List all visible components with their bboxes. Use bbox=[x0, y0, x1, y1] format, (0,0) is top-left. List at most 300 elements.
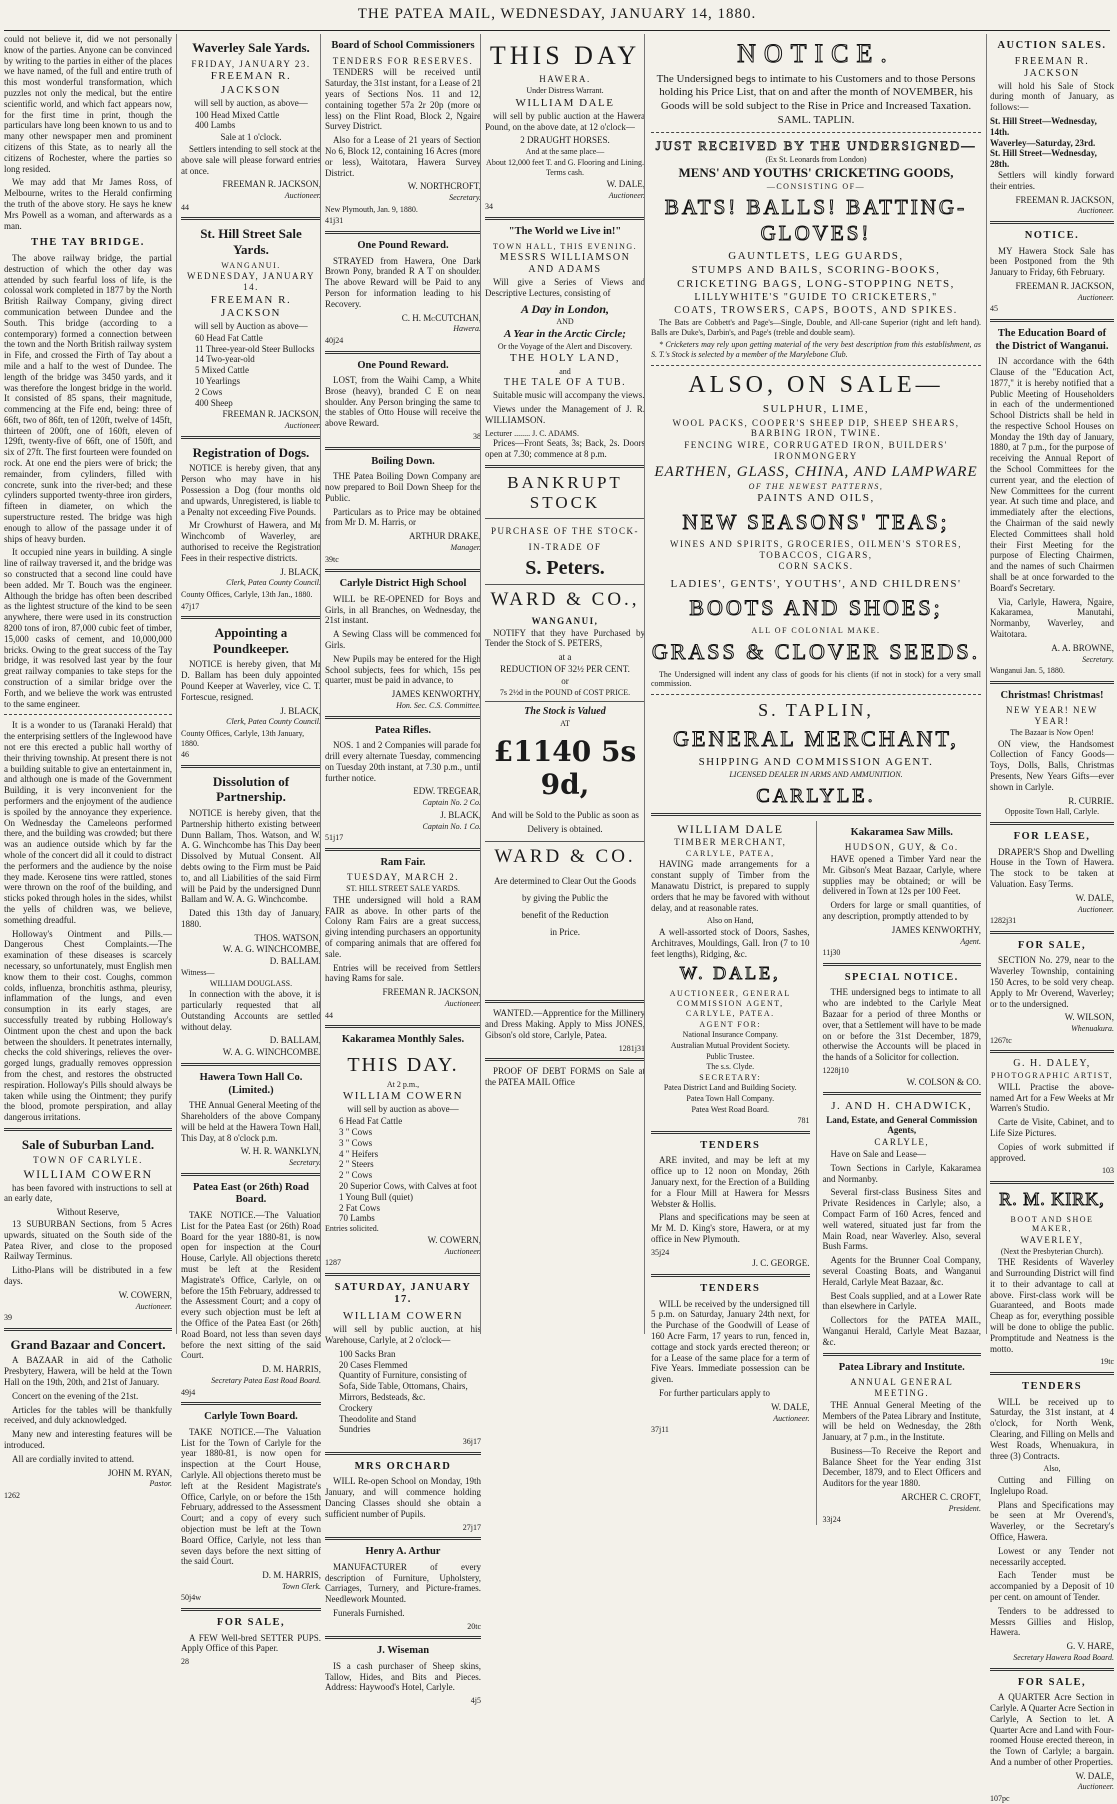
notice-heading: NOTICE. bbox=[737, 39, 895, 68]
divider bbox=[485, 217, 645, 220]
signature: FREEMAN R. JACKSON, bbox=[382, 987, 481, 998]
chadwick-body: Town Sections in Carlyle, Kakaramea and Normanby. bbox=[822, 1162, 981, 1184]
tenders-body: Plans and specifications may be seen at Mr M. D. King's store, Hawera, or at my office in New Plymouth. bbox=[651, 1212, 810, 1244]
road-board-body: TAKE NOTICE.—The Valuation List for the Patea East (or 26th) Road Board for the year 1880-81, is now open for inspection at the Court House, Carlyle. All objections thereto must be left at the Resident Magistrate's Office, Carlyle, on or before the 15th February, addressed to the Assessment Court; and a copy of every such objection must be left at the Office of the Patea East (or 26th) Road Board, not less than seven days before the next sitting of the said Court. bbox=[181, 1210, 321, 1361]
sale-time: At 2 p.m., bbox=[386, 1079, 420, 1089]
thisday-body: will sell by public auction at the Hawera Pound, on the above date, at 12 o'clock— bbox=[485, 110, 645, 132]
office-date: New Plymouth, Jan. 9, 1880. bbox=[325, 204, 418, 214]
dale-body: A well-assorted stock of Doors, Sashes, Architraves, Mouldings, Gall. Iron (7 to 10 feet lengths), Ridging, &c. bbox=[651, 927, 810, 959]
thisday-warrant: Under Distress Warrant. bbox=[526, 85, 604, 95]
signature-role: Auctioneer. bbox=[444, 1246, 481, 1256]
auctioneer-name: FREEMAN R. JACKSON bbox=[210, 70, 292, 96]
signature-role: Clerk, Patea County Council. bbox=[226, 717, 321, 727]
agency: Public Trustee. bbox=[706, 1051, 755, 1061]
chadwick-body: Have on Sale and Lease— bbox=[830, 1148, 926, 1159]
lot-item: 100 Head Mixed Cattle bbox=[195, 109, 280, 120]
this-day-heading: THIS DAY bbox=[489, 41, 641, 70]
received-sub: (Ex St. Leonards from London) bbox=[765, 154, 867, 164]
lot-list bbox=[325, 1116, 481, 1224]
tenders-body: WILL be received up to Saturday, the 31st instant, at 4 o'clock, for North Wenk, Clearing, and Filling on Mells and West Roads, Whenuakura, in three (3) Contracts. bbox=[990, 1396, 1114, 1461]
auctioneer-name: FREEMAN R. JACKSON bbox=[1014, 55, 1090, 79]
divider bbox=[325, 1452, 481, 1455]
cricketing-line: LILLYWHITE'S "GUIDE TO CRICKETERS," bbox=[694, 292, 938, 304]
cricketing-note: * Cricketers may rely upon getting material of the very best description from this establishment, as S. T.'s Stock is selected by a member of the Marylebone Club. bbox=[651, 340, 981, 360]
divider bbox=[325, 1025, 481, 1028]
lecturers-name: MESSRS WILLIAMSON AND ADAMS bbox=[499, 252, 631, 276]
kirk-name: R. M. KIRK, bbox=[999, 1189, 1105, 1210]
indent-note: The Undersigned will indent any class of goods for his clients (if not in stock) for a very small commission. bbox=[651, 669, 981, 689]
also-line: CORN SACKS. bbox=[778, 561, 854, 572]
reward-body: LOST, from the Waihi Camp, a White Brose (heavy), branded C E on near shoulder. Any Person bringing the same to the stables of Otto House will receive the above Reward. bbox=[325, 375, 481, 429]
waverley-heading: Waverley Sale Yards. bbox=[192, 40, 310, 55]
signature-role: Whenuakura. bbox=[1071, 1024, 1114, 1034]
kakaramea-heading: Kakaramea Monthly Sales. bbox=[341, 1034, 465, 1046]
school-heading: Board of School Commissioners bbox=[331, 40, 475, 51]
article-paragraph: The above railway bridge, the partial destruction of which the other day was attended by such fearful loss of life, is the colossal work completed in 1877 by the North British Railway Company, giving direct communication between Dundee and the South. This bridge (according to a contemporary) formed a connection between the town and the North British railway system in Fife, and crossed the Firth of Tay about a mile and a half to the west of Dundee. The length of the bridge was 3450 yards, and it was therefore the longest bridge in the world. It consisted of 85 spans, their magnitude, commencing at the Fife end, being: three of 66ft, two of 86ft, ten of 120ft, twelve of 145ft, thirteen of 200ft, one of 160ft, eleven of 129ft, twenty-five of 66ft, one of 150ft, and six of 27ft. The first fourteen were founded on rock. At one end the piers were of brick; the remainder, from cylinders, filled with concrete, sunk into the river-bed; and these cylinders supported twenty-three iron girders, fifteen in diameter, on which the superstructure rested. The bridge was high enough to allow of the passage under it of ships of heavy burden. bbox=[4, 252, 172, 544]
chadwick-body: Agents for the Brunner Coal Company, several Coasting Boats, and Wanganui Herald, Carlyle Meat Bazaar, &c. bbox=[822, 1255, 981, 1287]
library-body: Business—To Receive the Report and Balance Sheet for the Year ending 31st December, 1879, and to Elect Officers and Auditors for the year 1880. bbox=[822, 1445, 981, 1489]
signature-role: Captain No. 1 Co. bbox=[422, 821, 481, 831]
signature: J. BLACK, bbox=[280, 566, 321, 577]
saturday-body: will sell by public auction, at his Warehouse, Carlyle, at 2 o'clock— bbox=[325, 1324, 481, 1345]
ad-number: 107pc bbox=[990, 1794, 1010, 1804]
rifles-body: NOS. 1 and 2 Companies will parade for drill every alternate Tuesday, commencing on Tuesday 20th instant, at 7.30 p.m., until further notice. bbox=[325, 740, 481, 783]
dale-also: Also on Hand, bbox=[707, 916, 754, 926]
tenders-also: Also, bbox=[1043, 1464, 1061, 1474]
kirk-role: BOOT AND SHOE MAKER, bbox=[1010, 1214, 1094, 1234]
ad-number: 20tc bbox=[467, 1621, 481, 1631]
lot-item: About 12,000 feet T. and G. Flooring and Lining. bbox=[486, 157, 644, 167]
dogs-body: Mr Crowhurst of Hawera, and Mr Winchcomb of Waverley, are authorised to receive the Registration Fees in their respective districts. bbox=[181, 520, 321, 563]
bazaar-line: All are cordially invited to attend. bbox=[12, 1453, 134, 1464]
sale-time: Sale at 1 o'clock. bbox=[220, 132, 282, 143]
lot-item: 2 Fat Cows bbox=[339, 1202, 381, 1213]
xmas-open: The Bazaar is Now Open! bbox=[1010, 728, 1094, 737]
divider bbox=[990, 1668, 1114, 1671]
signature: J. C. GEORGE. bbox=[752, 1258, 810, 1269]
suburban-body: has been favored with instructions to sell at an early date, bbox=[4, 1182, 172, 1204]
divider bbox=[485, 465, 645, 468]
education-body: IN accordance with the 64th Clause of the "Education Act, 1877," it is hereby notified that a Public Meeting of Householders in each of the undermentioned School Districts shall be held in the respective School Houses on Monday the 19th day of January, 1880, at 7 p.m., for the purpose of receiving the Annual Report of the School Committees for the current year, and the election of New Committees for the current year. At such time and place, and immediately after the elections, the Chairman of the said newly Elected Committees shall hold their First Meeting for the purpose of Electing Chairmen, and the names of such Chairmen shall be at once forwarded to the Board's Secretary. bbox=[990, 356, 1114, 593]
lot-item: 3 " Cows bbox=[339, 1127, 373, 1138]
signature: W. COLSON & CO. bbox=[906, 1076, 981, 1087]
also-line: ALL OF COLONIAL MAKE. bbox=[751, 625, 881, 635]
also-heading: ALSO, ON SALE— bbox=[688, 371, 944, 398]
library-heading: Patea Library and Institute. bbox=[838, 1361, 965, 1373]
lot-item: 20 Cases Flemmed bbox=[339, 1359, 408, 1370]
column-6 bbox=[986, 34, 1117, 1804]
ad-number: 51j17 bbox=[325, 833, 344, 843]
waverley-date: FRIDAY, JANUARY 23. bbox=[191, 58, 311, 69]
rifles-heading: Patea Rifles. bbox=[375, 724, 431, 736]
chadwick-place: CARLYLE, bbox=[874, 1137, 930, 1148]
sthill-date: WEDNESDAY, JANUARY 14. bbox=[186, 271, 315, 292]
lecturer-name: J. C. ADAMS. bbox=[532, 428, 579, 438]
lot-list bbox=[325, 1349, 481, 1435]
tenders-body: Cutting and Filling on Inglelupo Road. bbox=[990, 1474, 1114, 1496]
divider bbox=[325, 231, 481, 234]
orchard-heading: MRS ORCHARD bbox=[354, 1460, 452, 1472]
signature-role: Auctioneer. bbox=[444, 998, 481, 1008]
ad-number: 1287 bbox=[325, 1258, 341, 1268]
arthur-body: Funerals Furnished. bbox=[333, 1607, 405, 1618]
taplin-name: S. TAPLIN, bbox=[758, 699, 874, 720]
ad-number: 1281j31 bbox=[618, 1043, 645, 1053]
column-5 bbox=[644, 34, 987, 1525]
also-line: PAINTS AND OILS, bbox=[757, 492, 875, 505]
sthill-heading: St. Hill Street Sale Yards. bbox=[200, 226, 302, 257]
lot-item: 1 Young Bull (quiet) bbox=[339, 1191, 414, 1202]
special-heading: SPECIAL NOTICE. bbox=[844, 971, 959, 983]
taplin-gm: GENERAL MERCHANT, bbox=[673, 725, 959, 751]
quarter-body: A QUARTER Acre Section in Carlyle. A Quarter Acre Section in Carlyle, A Section to let. A Quarter Acre and Land with Four-roomed House erected thereon, in the Town of Carlyle; a bargain. And a number of other Properties. bbox=[990, 1692, 1114, 1767]
ad-number: 33j24 bbox=[822, 1515, 841, 1525]
signature: J. BLACK, bbox=[440, 809, 481, 820]
tenders-body: WILL be received by the undersigned till 5 p.m. on Saturday, January 24th next, for the Purchase of the Goodwill of Lease of 160 Acre Farm, 17 years to run, fenced in, cottage and stock yards erected thereon; or for a Lease of the same place for a term of Five Years. Immediate possession can be given. bbox=[651, 1298, 810, 1385]
kirk-sub: (Next the Presbyterian Church). bbox=[1000, 1246, 1104, 1256]
high-school-body: WILL be RE-OPENED for Boys and Girls, in all Branches, on Wednesday, the 21st instant. bbox=[325, 593, 481, 626]
signature-role: Manager. bbox=[450, 543, 481, 553]
auction-line: Waverley—Saturday, 23rd. bbox=[990, 137, 1096, 148]
divider bbox=[651, 365, 981, 366]
dale-role: AUCTIONEER, GENERAL COMMISSION AGENT, bbox=[669, 989, 791, 1008]
cricketing-small: The Bats are Cobbett's and Page's—Single, Double, and All-cane Superior (right and left hand). Balls are Duke's, Darbin's, and Page's (treble and double seam). bbox=[651, 318, 981, 337]
lecture-title: THE HOLY LAND, bbox=[509, 352, 621, 365]
daley-body: Carte de Visite, Cabinet, and to Life Size Pictures. bbox=[990, 1117, 1114, 1139]
arthur-heading: Henry A. Arthur bbox=[365, 1546, 441, 1558]
wiseman-heading: J. Wiseman bbox=[376, 1645, 430, 1657]
ad-number: 1267tc bbox=[990, 1035, 1012, 1045]
high-school-body: A Sewing Class will be commenced for Girls. bbox=[325, 629, 481, 651]
ad-number: 27j17 bbox=[462, 1522, 481, 1532]
lecturer-line: Lecturer ........ J. C. ADAMS. bbox=[485, 428, 579, 438]
taplin-place: CARLYLE. bbox=[756, 784, 876, 807]
chadwick-name: J. AND H. CHADWICK, bbox=[831, 1100, 973, 1113]
signature-role: President. bbox=[948, 1503, 981, 1513]
signature: FREEMAN R. JACKSON, bbox=[1015, 280, 1114, 291]
auctioneer-name: WILLIAM DALE bbox=[515, 96, 615, 109]
chadwick-body: Several first-class Business Sites and Private Residences in Carlyle; also, a Compact Farm of 160 Acres, fenced and well watered, situated just far from the Main Road, near Waverley. Also, several Bush Farms. bbox=[822, 1187, 981, 1252]
reward-heading: One Pound Reward. bbox=[357, 359, 449, 371]
divider bbox=[651, 1131, 810, 1134]
lease-body: DRAPER'S Shop and Dwelling House in the Town of Hawera. The stock to be taken at Valuation. Easy Terms. bbox=[990, 846, 1114, 889]
divider bbox=[651, 813, 981, 816]
auctioneer-name: WILLIAM COWERN bbox=[342, 1090, 464, 1103]
ad-number: 4j5 bbox=[470, 1696, 481, 1706]
cricketing-line: CRICKETING BAGS, LONG-STOPPING NETS, bbox=[677, 278, 955, 291]
divider bbox=[823, 963, 982, 966]
lot-item: 11 Three-year-old Steer Bullocks bbox=[195, 343, 315, 354]
signature-role: Auctioneer. bbox=[284, 191, 321, 201]
auction-body: will hold his Sale of Stock during month of January, as follows:— bbox=[990, 80, 1114, 113]
auctioneer-name: WILLIAM COWERN bbox=[342, 1310, 464, 1322]
quarter-heading: FOR SALE, bbox=[1017, 1676, 1087, 1688]
consisting-label: —CONSISTING OF— bbox=[766, 181, 866, 191]
tenders-heading: TENDERS bbox=[700, 1139, 761, 1151]
bankrupt-sold: And will be Sold to the Public as soon as Delivery is obtained. bbox=[491, 809, 639, 835]
auctioneer-name: FREEMAN R. JACKSON bbox=[210, 293, 292, 319]
signature: J. BLACK, bbox=[280, 705, 321, 716]
lot-item: 14 Two-year-old bbox=[195, 354, 255, 365]
lecture-title: A Year in the Arctic Circle; bbox=[504, 327, 626, 340]
lecturer-label: Lecturer bbox=[485, 428, 513, 438]
divider bbox=[990, 681, 1114, 684]
ad-number: 47j17 bbox=[181, 601, 200, 611]
notice-heading: NOTICE. bbox=[1024, 229, 1080, 241]
bankrupt-purchase: PURCHASE OF THE STOCK-IN-TRADE OF bbox=[491, 525, 639, 552]
lot-item: 5 Mixed Cattle bbox=[195, 365, 249, 376]
signature: ARTHUR DRAKE, bbox=[409, 531, 481, 542]
lot-item: Crockery bbox=[339, 1402, 373, 1413]
suburban-reserve: Without Reserve, bbox=[56, 1207, 120, 1218]
divider bbox=[485, 701, 645, 702]
reward-body: STRAYED from Hawera, One Dark Brown Pony, branded R A T on shoulder. The above Reward will be Paid to any Person for information leading to his Recovery. bbox=[325, 255, 481, 309]
thisday-place: HAWERA. bbox=[539, 74, 591, 85]
world-heading: "The World we Live in!" bbox=[508, 225, 622, 237]
bankrupt-clear: Are determined to Clear Out the Goods bbox=[494, 875, 636, 886]
also-line: FENCING WIRE, CORRUGATED IRON, BUILDERS' IRONMONGERY bbox=[684, 440, 948, 461]
signature: FREEMAN R. JACKSON, bbox=[1015, 194, 1114, 205]
witness-name: WILLIAM DOUGLASS. bbox=[209, 978, 293, 988]
townhall-heading: Hawera Town Hall Co. (Limited.) bbox=[199, 1072, 303, 1096]
tenders-body: For further particulars apply to bbox=[659, 1388, 770, 1399]
and-label: and bbox=[559, 366, 571, 376]
divider bbox=[181, 217, 321, 220]
school-body: TENDERS will be received until Saturday, the 31st instant, for a Lease of 21 years of Sections Nos. 11 and 12, containing together 57a 2r 20p (more or less) on the Flint Road, Block 2, Ngaire Survey District. bbox=[325, 67, 481, 132]
sale-heading: FOR SALE, bbox=[1017, 939, 1087, 951]
signature: W. H. R. WANKLYN, bbox=[240, 1146, 321, 1157]
ad-number: 39tc bbox=[325, 554, 339, 564]
divider bbox=[181, 616, 321, 619]
lot-item: 2 " Steers bbox=[339, 1159, 374, 1170]
divider bbox=[485, 841, 645, 842]
signature: W. COWERN, bbox=[118, 1289, 172, 1300]
lot-item: 400 Lambs bbox=[195, 120, 236, 131]
signature-role: Auctioneer. bbox=[135, 1301, 172, 1311]
boots-banner: BOOTS AND SHOES; bbox=[689, 595, 943, 621]
saw-mills-body: Orders for large or small quantities, of any description, promptly attended to by bbox=[822, 900, 981, 922]
or-label: or bbox=[561, 675, 569, 686]
boiling-heading: Boiling Down. bbox=[371, 455, 435, 467]
lot-item: 2 DRAUGHT HORSES. bbox=[520, 135, 610, 146]
high-school-heading: Carlyle District High School bbox=[339, 578, 467, 590]
agent-label: AGENT FOR: bbox=[699, 1019, 762, 1029]
ad-number: 41j31 bbox=[325, 216, 344, 226]
divider bbox=[990, 1372, 1114, 1375]
office-date: Wanganui Jan. 5, 1880. bbox=[990, 666, 1065, 676]
road-board-heading: Patea East (or 26th) Road Board. bbox=[193, 1181, 309, 1206]
xmas-new: NEW YEAR! NEW YEAR! bbox=[1006, 705, 1098, 727]
xmas-sub: Opposite Town Hall, Carlyle. bbox=[1004, 807, 1100, 817]
article-paragraph: Holloway's Ointment and Pills.—Dangerous Chest Complaints.—The examination of these diseases is scarcely necessary, so unfortunately, must English men know them to their cost. Coughs, common colds, influenza, bronchitis asthma, pleurisy, inflammation of the lungs, and even consumption in its early stages, are successfully treated by rubbing Holloway's Ointment upon the chest and upon the back between the shoulders. It penetrates internally, checks the cold shiverings, relieves the over-gorged lungs, gradually removes oppression from the chest, and restores the obstructed respiration. Holloway's Pills should always be taken while using the Ointment; they purify the blood, promote perspiration, and allay dangerous irritations. bbox=[4, 928, 172, 1123]
ad-number: 1228j10 bbox=[822, 1066, 849, 1075]
divider bbox=[990, 822, 1114, 825]
chadwick-body: Collectors for the PATEA MAIL, Wanganui Herald, Carlyle Meat Bazaar, &c. bbox=[822, 1315, 981, 1347]
divider bbox=[990, 1050, 1114, 1053]
waverley-body: will sell by auction, as above— bbox=[194, 97, 308, 108]
column-1 bbox=[4, 34, 176, 1500]
divider bbox=[651, 1274, 810, 1277]
ram-body: THE undersigned will hold a RAM FAIR as above. In other parts of the Colony Ram Fairs are a great success, giving intending purchasers an opportunity of comparing animals that are offered for sale. bbox=[325, 894, 481, 959]
suburban-plans: Litho-Plans will be distributed in a few days. bbox=[4, 1265, 172, 1287]
divider bbox=[181, 765, 321, 768]
signature: THOS. WATSON, bbox=[254, 932, 321, 943]
signature: W. DALE, bbox=[771, 1401, 810, 1412]
signature-role: Secretary. bbox=[449, 193, 481, 203]
signature-role: Hawera. bbox=[453, 324, 481, 334]
divider bbox=[485, 584, 645, 585]
signature: FREEMAN R. JACKSON, bbox=[222, 179, 321, 190]
ad-number: 40j24 bbox=[325, 335, 344, 345]
tenders-body: Lowest or any Tender not necessarily accepted. bbox=[990, 1545, 1114, 1567]
divider bbox=[325, 716, 481, 719]
lot-item: 2 Cows bbox=[195, 386, 223, 397]
ward-firm: WARD & CO., bbox=[490, 588, 640, 610]
school-body: Also for a Lease of 21 years of Section No 6, Block 12, containing 16 Acres (more or less), Waitotara, Hawera Survey District. bbox=[325, 135, 481, 178]
lot-item: 6 Head Fat Cattle bbox=[339, 1116, 403, 1127]
wiseman-body: IS a cash purchaser of Sheep skins, Tallow, Hides, and Bits and Pieces. Address: Haywood's Hotel, Carlyle. bbox=[325, 1660, 481, 1693]
signature-role: Pastor. bbox=[149, 1479, 172, 1489]
and-label: AND bbox=[556, 317, 574, 327]
lot-list bbox=[181, 110, 321, 132]
lot-item: 20 Superior Cows, with Calves at foot bbox=[339, 1181, 477, 1192]
cricketing-line: STUMPS AND BAILS, SCORING-BOOKS, bbox=[691, 263, 941, 276]
entries-note: Entries solicited. bbox=[325, 1224, 379, 1234]
high-school-body: New Pupils may be entered for the High School subjects, fees for which, 15s per quarter, must be paid in advance, to bbox=[325, 653, 481, 686]
lot-item: 10 Yearlings bbox=[195, 376, 241, 387]
world-music: Suitable music will accompany the views. bbox=[493, 390, 645, 401]
divider bbox=[325, 1537, 481, 1540]
dissolution-dated: Dated this 13th day of January, 1880. bbox=[181, 908, 321, 929]
ram-place: ST. HILL STREET SALE YARDS. bbox=[346, 884, 460, 894]
signature: W. NORTHCROFT, bbox=[407, 181, 481, 192]
town-board-body: TAKE NOTICE.—The Valuation List for the Town of Carlyle for the year 1880-81, is now open for inspection at the Court House, Carlyle. All objections thereto must be left at the Resident Magistrate's Office, Carlyle, on or before the 15th February, addressed to the Assessment Court; and a copy of every such objection must be left at the Town Board Office, Carlyle, not less than seven days before the next sitting of the said Court. bbox=[181, 1426, 321, 1567]
xmas-heading: Christmas! Christmas! bbox=[1000, 689, 1104, 701]
auction-line: St. Hill Street—Wednesday, 14th. bbox=[990, 115, 1097, 137]
divider bbox=[325, 848, 481, 851]
ad-number: 46 bbox=[181, 750, 189, 760]
divider bbox=[823, 1353, 982, 1356]
kirk-place: WAVERLEY, bbox=[1020, 1234, 1084, 1245]
divider bbox=[325, 351, 481, 354]
signature-role: Auctioneer. bbox=[284, 421, 321, 431]
signature: EDW. TREGEAR, bbox=[413, 786, 481, 797]
also-line: WOOL PACKS, COOPER'S SHEEP DIP, SHEEP SHEARS, BARBING IRON, TWINE. bbox=[672, 417, 960, 439]
lecture-sub: Or the Voyage of the Alert and Discovery. bbox=[497, 341, 633, 351]
world-mgmt: Views under the Management of J. R. WILLIAMSON. bbox=[485, 404, 645, 425]
bazaar-line: Many new and interesting features will be introduced. bbox=[4, 1429, 172, 1450]
signature: W. A. G. WINCHCOMBE. bbox=[222, 1047, 321, 1058]
at-label: AT bbox=[560, 719, 570, 729]
bankrupt-name: S. Peters. bbox=[525, 556, 605, 579]
divider bbox=[325, 569, 481, 572]
divider bbox=[651, 132, 981, 133]
ram-fair-heading: Ram Fair. bbox=[380, 856, 426, 868]
world-body: Will give a Series of Views and Descriptive Lectures, consisting of bbox=[485, 277, 645, 298]
dissolution-heading: Dissolution of Partnership. bbox=[212, 773, 290, 805]
proof-body: PROOF OF DEBT FORMS on Sale at the PATEA MAIL Office bbox=[485, 1066, 645, 1088]
town-board-heading: Carlyle Town Board. bbox=[204, 1411, 298, 1423]
dale-body: HAVING made arrangements for a constant supply of Timber from the Manawatu District, is prepared to supply orders that he may be favored with without delay, and at reasonable rates. bbox=[651, 859, 810, 913]
auction-heading: AUCTION SALES. bbox=[997, 40, 1107, 51]
office-date: County Offices, Carlyle, 13th January, 1880. bbox=[181, 728, 305, 748]
signature: W. DALE, bbox=[606, 178, 645, 189]
signature: JAMES KENWORTHY, bbox=[391, 689, 481, 700]
tay-bridge-heading: THE TAY BRIDGE. bbox=[31, 237, 145, 249]
saturday-heading: SATURDAY, JANUARY 17. bbox=[334, 1281, 472, 1306]
boiling-body: Particulars as to Price may be obtained from Mr D. M. Harris, or bbox=[325, 506, 481, 528]
kirk-body: THE Residents of Waverley and Surrounding District will find it to their advantage to call at above. First-class work will be Guaranteed, and Boots made Cheap as for, everything possible will be done to oblige the public. Promptitude and Neatness is the motto. bbox=[990, 1257, 1114, 1354]
agency: The s.s. Clyde. bbox=[706, 1062, 755, 1072]
signature-role: Clerk, Patea County Council. bbox=[226, 578, 321, 588]
ad-number: 103 bbox=[1102, 1166, 1114, 1176]
world-sub: TOWN HALL, THIS EVENING. bbox=[492, 241, 638, 251]
ad-number: 50j4w bbox=[181, 1593, 201, 1603]
lot-item: 3 " Cows bbox=[339, 1137, 373, 1148]
grass-banner: GRASS & CLOVER SEEDS. bbox=[651, 639, 981, 665]
col5-lower-right bbox=[816, 821, 982, 1525]
bazaar-heading: Grand Bazaar and Concert. bbox=[10, 1336, 166, 1352]
ad-number: 34 bbox=[485, 202, 493, 212]
ad-number: 781 bbox=[797, 1116, 810, 1126]
bankrupt-body: NOTIFY that they have Purchased by Tender the Stock of S. PETERS, bbox=[485, 627, 645, 649]
also-line: OF THE NEWEST PATTERNS, bbox=[748, 481, 884, 491]
taplin-licensed: LICENSED DEALER IN ARMS AND AMMUNITION. bbox=[729, 770, 903, 780]
teas-banner: NEW SEASONS' TEAS; bbox=[682, 509, 950, 534]
also-line: EARTHEN, GLASS, CHINA, AND LAMPWARE bbox=[654, 463, 978, 480]
suburban-auctioneer: WILLIAM COWERN bbox=[23, 1167, 153, 1182]
ward-firm-2: WARD & CO. bbox=[494, 845, 636, 867]
tenders-body: Tenders to be addressed to Messrs Gillies and Hislop, Hawera. bbox=[990, 1605, 1114, 1638]
saw-mills-firm: HUDSON, GUY, & Co. bbox=[844, 842, 959, 853]
agency: Australian Mutual Provident Society. bbox=[670, 1040, 790, 1050]
ad-number: 1262 bbox=[4, 1490, 20, 1500]
office-date: County Offices, Carlyle, 13th Jan., 1880. bbox=[181, 590, 313, 599]
also-line: LADIES', GENTS', YOUTHS', AND CHILDRENS' bbox=[670, 578, 962, 591]
divider bbox=[181, 436, 321, 439]
cricketing-line: COATS, TROWSERS, CAPS, BOOTS, AND SPIKES. bbox=[674, 305, 958, 317]
signature-role: Auctioneer. bbox=[608, 190, 645, 200]
bazaar-line: Concert on the evening of the 21st. bbox=[12, 1390, 139, 1401]
reduction: REDUCTION OF 32½ PER CENT. bbox=[500, 663, 630, 674]
lot-item: And at the same place— bbox=[525, 147, 605, 157]
lot-item: Sundries bbox=[339, 1424, 371, 1435]
bazaar-line: Articles for the tables will be thankfully received, and duly acknowledged. bbox=[4, 1404, 172, 1426]
kakaramea-body: will sell by auction as above— bbox=[347, 1104, 459, 1115]
cricketing-line: MENS' AND YOUTHS' CRICKETING GOODS, bbox=[678, 165, 954, 181]
masthead: THE PATEA MAIL, WEDNESDAY, JANUARY 14, 1880. bbox=[357, 6, 757, 22]
suburban-town: TOWN OF CARLYLE. bbox=[33, 1155, 143, 1166]
ad-number: 35j24 bbox=[651, 1247, 670, 1257]
divider bbox=[4, 1128, 172, 1131]
notice-body: MY Hawera Stock Sale has been Postponed from the 9th January to Friday, 6th February. bbox=[990, 245, 1114, 278]
bats-banner: BATS! BALLS! BATTING-GLOVES! bbox=[664, 195, 968, 245]
divider bbox=[181, 1608, 321, 1611]
signature-role: Secretary Hawera Road Board. bbox=[1013, 1652, 1114, 1662]
chadwick-role: Land, Estate, and General Commission Agents, bbox=[826, 1114, 978, 1136]
cricketing-line: GAUNTLETS, LEG GUARDS, bbox=[728, 249, 904, 262]
arthur-body: MANUFACTURER of every description of Furniture, Upholstery, Carriages, Turnery, and Picture-frames. Needlework Mounted. bbox=[325, 1561, 481, 1605]
poundkeeper-heading: Appointing a Poundkeeper. bbox=[213, 625, 289, 656]
auction-line: St. Hill Street—Wednesday, 28th. bbox=[990, 148, 1097, 170]
reward-heading: One Pound Reward. bbox=[357, 239, 449, 251]
divider bbox=[325, 447, 481, 450]
dissolution-body: NOTICE is hereby given, that the Partnership hitherto existing between Dunn Ballam, Thos. Watson, and W. A. G. Winchcombe has This Day been Dissolved by Mutual Consent. All debts owing to the Firm must be Paid to, and all Liabilities of the said Firm will be Paid by the undersigned Dunn Ballam and W. A. G. Winchcombe. bbox=[181, 807, 321, 905]
lot-item: Theodolite and Stand bbox=[339, 1413, 416, 1424]
col5-lower bbox=[651, 821, 981, 1525]
signature: R. CURRIE. bbox=[1068, 795, 1114, 806]
taplin-ship: SHIPPING AND COMMISSION AGENT. bbox=[698, 755, 934, 768]
